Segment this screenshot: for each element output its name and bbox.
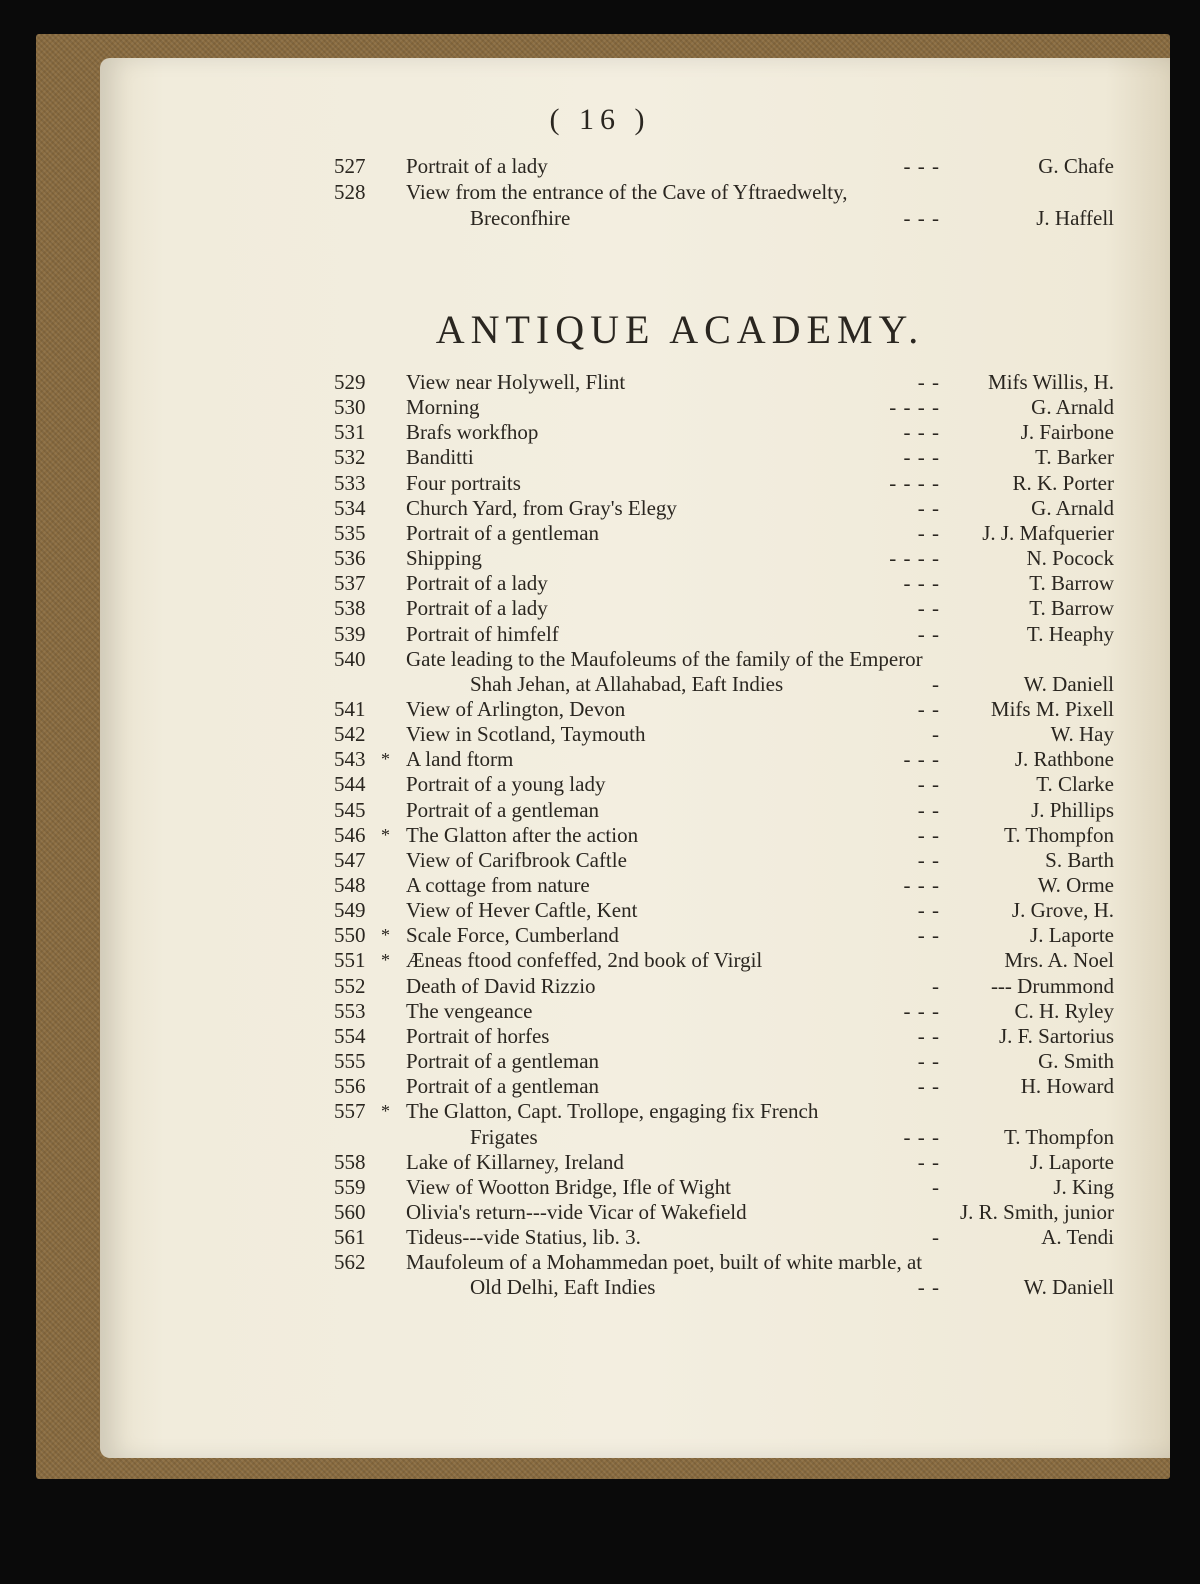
leader-dashes: - - - xyxy=(903,1124,940,1149)
entry-title: Breconfhire xyxy=(470,206,571,230)
entry-number: 553 xyxy=(334,998,366,1023)
leader-dashes: - xyxy=(932,1225,940,1250)
entry-title: Portrait of himfelf xyxy=(406,621,559,646)
leader-dashes: - - - xyxy=(903,571,940,596)
entry-number: 549 xyxy=(334,898,366,923)
entry-title: Four portraits xyxy=(406,470,521,495)
entry-title: Portrait of a gentleman xyxy=(406,520,600,545)
leader-dashes: - - - - xyxy=(889,470,940,495)
entry-artist: H. Howard xyxy=(1020,1074,1114,1099)
entry-artist: Mifs Willis, H. xyxy=(988,370,1114,394)
catalogue-entry xyxy=(0,206,1200,231)
entry-number: 536 xyxy=(334,546,366,571)
catalogue-entry xyxy=(0,772,1200,797)
entry-artist: R. K. Porter xyxy=(1012,470,1114,495)
catalogue-entry xyxy=(0,154,1200,179)
entry-number: 538 xyxy=(334,596,366,621)
catalogue-entry xyxy=(0,1125,1200,1150)
catalogue-entry xyxy=(0,546,1200,571)
entry-artist: J. F. Sartorius xyxy=(999,1023,1114,1048)
entry-title: A land ftorm xyxy=(406,747,514,772)
leader-dashes: - - xyxy=(917,520,940,545)
leader-dashes: - - xyxy=(917,847,940,872)
catalogue-entry xyxy=(0,1250,1200,1275)
entry-number: 540 xyxy=(334,646,366,671)
entry-title: Portrait of a gentleman xyxy=(406,797,600,822)
entry-artist: N. Pocock xyxy=(1026,546,1114,571)
catalogue-entry xyxy=(0,974,1200,999)
entry-title: Portrait of a lady xyxy=(406,571,548,596)
entry-number: 531 xyxy=(334,420,366,445)
catalogue-entry xyxy=(0,848,1200,873)
catalogue-entry xyxy=(0,948,1200,973)
entry-artist: T. Barker xyxy=(1035,445,1114,470)
leader-dashes: - - - xyxy=(903,206,940,230)
asterisk-marker: * xyxy=(381,925,390,946)
leader-dashes: - - xyxy=(917,898,940,923)
entry-artist: --- Drummond xyxy=(990,973,1114,998)
entry-title: Shipping xyxy=(406,546,482,571)
leader-dashes: - - - xyxy=(903,420,940,445)
entry-title: Death of David Rizzio xyxy=(406,973,596,998)
leader-dashes: - - xyxy=(917,621,940,646)
entry-title: Brafs workfhop xyxy=(406,420,539,445)
entry-title: Æneas ftood confeffed, 2nd book of Virgil xyxy=(406,948,763,973)
entry-title: Lake of Killarney, Ireland xyxy=(406,1149,624,1174)
entry-title: Maufoleum of a Mohammedan poet, built of white marble, at xyxy=(406,1250,923,1275)
page-number: ( 16 ) xyxy=(549,103,651,136)
catalogue-entry xyxy=(0,571,1200,596)
entry-artist: J. King xyxy=(1053,1174,1114,1199)
catalogue-entry xyxy=(0,672,1200,697)
leader-dashes: - - xyxy=(917,1275,940,1300)
entry-number: 550 xyxy=(334,923,366,948)
leader-dashes: - xyxy=(932,1174,940,1199)
leader-dashes: - xyxy=(932,722,940,747)
leader-dashes: - - xyxy=(917,1023,940,1048)
entry-title: Banditti xyxy=(406,445,474,470)
leader-dashes: - - - xyxy=(903,154,940,178)
catalogue-entry xyxy=(0,898,1200,923)
catalogue-entry xyxy=(0,873,1200,898)
catalogue-entry xyxy=(0,647,1200,672)
catalogue-entry xyxy=(0,496,1200,521)
catalogue-entry xyxy=(0,445,1200,470)
entry-artist: J. R. Smith, junior xyxy=(959,1199,1114,1224)
entry-number: 534 xyxy=(334,495,366,520)
entry-artist: J. Laporte xyxy=(1030,923,1114,948)
entry-number: 527 xyxy=(334,154,366,178)
leader-dashes: - - xyxy=(917,495,940,520)
leader-dashes: - - xyxy=(917,797,940,822)
entry-artist: T. Barrow xyxy=(1029,571,1114,596)
entry-number: 561 xyxy=(334,1225,366,1250)
entry-artist: W. Hay xyxy=(1050,722,1114,747)
leader-dashes: - - - xyxy=(903,998,940,1023)
entry-title: Old Delhi, Eaft Indies xyxy=(470,1275,656,1300)
entry-artist: T. Thompfon xyxy=(1003,1124,1114,1149)
entry-number: 548 xyxy=(334,873,366,897)
entry-number: 555 xyxy=(334,1049,366,1074)
entry-number: 558 xyxy=(334,1149,366,1174)
entry-number: 530 xyxy=(334,395,366,420)
entry-title: Morning xyxy=(406,395,480,420)
section-heading: ANTIQUE ACADEMY. xyxy=(435,307,925,352)
catalogue-entry xyxy=(0,697,1200,722)
entry-artist: W. Daniell xyxy=(1023,1275,1114,1300)
entry-number: 556 xyxy=(334,1074,366,1099)
entry-title: View of Wootton Bridge, Ifle of Wight xyxy=(406,1174,731,1199)
entry-artist: T. Barrow xyxy=(1029,596,1114,621)
catalogue-entry xyxy=(0,747,1200,772)
catalogue-entry xyxy=(0,1225,1200,1250)
entry-artist: J. J. Mafquerier xyxy=(982,520,1114,545)
entry-number: 545 xyxy=(334,797,366,822)
entry-number: 537 xyxy=(334,571,366,596)
entry-artist: G. Chafe xyxy=(1038,154,1114,178)
entry-artist: G. Arnald xyxy=(1031,495,1114,520)
entry-artist: G. Smith xyxy=(1038,1049,1114,1074)
leader-dashes: - - - xyxy=(903,747,940,772)
entry-title: Portrait of a gentleman xyxy=(406,1074,600,1099)
entry-artist: W. Daniell xyxy=(1023,671,1114,696)
asterisk-marker: * xyxy=(381,1101,390,1122)
entry-number: 557 xyxy=(334,1099,366,1124)
entry-title: Portrait of a lady xyxy=(406,596,548,621)
entry-title: View from the entrance of the Cave of Yftraedwelty, xyxy=(406,180,848,204)
leader-dashes: - - - xyxy=(903,445,940,470)
entry-title: Portrait of a gentleman xyxy=(406,1049,600,1074)
entry-title: Olivia's return---vide Vicar of Wakefield xyxy=(406,1199,747,1224)
entry-number: 529 xyxy=(334,370,366,394)
asterisk-marker: * xyxy=(381,749,390,770)
entry-title: The Glatton, Capt. Trollope, engaging fix French xyxy=(406,1099,819,1124)
entry-artist: T. Heaphy xyxy=(1026,621,1114,646)
entry-number: 552 xyxy=(334,973,366,998)
entry-artist: T. Thompfon xyxy=(1003,822,1114,847)
entry-title: View near Holywell, Flint xyxy=(406,370,626,394)
leader-dashes: - - - xyxy=(903,873,940,897)
catalogue-entry xyxy=(0,1074,1200,1099)
leader-dashes: - - xyxy=(917,822,940,847)
leader-dashes: - - xyxy=(917,370,940,394)
entry-number: 560 xyxy=(334,1199,366,1224)
entry-number: 543 xyxy=(334,747,366,772)
entry-title: Shah Jehan, at Allahabad, Eaft Indies xyxy=(470,671,784,696)
entry-title: The vengeance xyxy=(406,998,533,1023)
entry-title: View of Hever Caftle, Kent xyxy=(406,898,638,923)
entry-number: 533 xyxy=(334,470,366,495)
entry-title: Gate leading to the Maufoleums of the family of the Emperor xyxy=(406,646,923,671)
catalogue-entry xyxy=(0,798,1200,823)
catalogue-entry xyxy=(0,521,1200,546)
entry-number: 535 xyxy=(334,520,366,545)
catalogue-entry xyxy=(0,1099,1200,1124)
entry-artist: T. Clarke xyxy=(1036,772,1114,797)
entry-title: A cottage from nature xyxy=(406,873,590,897)
catalogue-entry xyxy=(0,1200,1200,1225)
entry-number: 562 xyxy=(334,1250,366,1275)
entry-title: Frigates xyxy=(470,1124,538,1149)
catalogue-entry xyxy=(0,395,1200,420)
entry-artist: Mrs. A. Noel xyxy=(1004,948,1114,973)
entry-artist: J. Fairbone xyxy=(1020,420,1114,445)
entry-artist: J. Grove, H. xyxy=(1011,898,1114,923)
entry-number: 546 xyxy=(334,822,366,847)
catalogue-entry xyxy=(0,1049,1200,1074)
entry-title: View of Carifbrook Caftle xyxy=(406,847,627,872)
entry-number: 554 xyxy=(334,1023,366,1048)
entry-number: 547 xyxy=(334,847,366,872)
catalogue-entry xyxy=(0,596,1200,621)
entry-number: 542 xyxy=(334,722,366,747)
catalogue-entry xyxy=(0,999,1200,1024)
leader-dashes: - - xyxy=(917,1149,940,1174)
catalogue-entry xyxy=(0,1024,1200,1049)
leader-dashes: - - xyxy=(917,1049,940,1074)
catalogue-entry xyxy=(0,923,1200,948)
asterisk-marker: * xyxy=(381,950,390,971)
entry-title: View of Arlington, Devon xyxy=(406,696,626,721)
leader-dashes: - - xyxy=(917,923,940,948)
leader-dashes: - xyxy=(932,671,940,696)
entry-number: 541 xyxy=(334,696,366,721)
catalogue-entry xyxy=(0,622,1200,647)
leader-dashes: - - - - xyxy=(889,546,940,571)
entry-number: 539 xyxy=(334,621,366,646)
leader-dashes: - - xyxy=(917,696,940,721)
catalogue-entry xyxy=(0,180,1200,205)
asterisk-marker: * xyxy=(381,824,390,845)
leader-dashes: - xyxy=(932,973,940,998)
entry-title: View in Scotland, Taymouth xyxy=(406,722,646,747)
entry-title: Tideus---vide Statius, lib. 3. xyxy=(406,1225,641,1250)
catalogue-entry xyxy=(0,722,1200,747)
entry-artist: Mifs M. Pixell xyxy=(990,696,1114,721)
entry-title: Scale Force, Cumberland xyxy=(406,923,619,948)
leader-dashes: - - xyxy=(917,772,940,797)
catalogue-entry xyxy=(0,1150,1200,1175)
entry-artist: A. Tendi xyxy=(1041,1225,1114,1250)
entry-title: The Glatton after the action xyxy=(406,822,639,847)
entry-artist: J. Laporte xyxy=(1030,1149,1114,1174)
entry-number: 528 xyxy=(334,180,366,204)
entry-title: Church Yard, from Gray's Elegy xyxy=(406,495,677,520)
leader-dashes: - - xyxy=(917,1074,940,1099)
catalogue-entry xyxy=(0,420,1200,445)
catalogue-entry xyxy=(0,1275,1200,1300)
entry-number: 551 xyxy=(334,948,366,973)
catalogue-entry xyxy=(0,1175,1200,1200)
entry-artist: S. Barth xyxy=(1045,847,1114,872)
leader-dashes: - - - - xyxy=(889,395,940,420)
catalogue-entry xyxy=(0,370,1200,395)
catalogue-entry xyxy=(0,471,1200,496)
entry-artist: C. H. Ryley xyxy=(1014,998,1114,1023)
entry-artist: W. Orme xyxy=(1037,873,1114,897)
entry-artist: J. Phillips xyxy=(1031,797,1114,822)
entry-artist: J. Haffell xyxy=(1036,206,1114,230)
entry-number: 559 xyxy=(334,1174,366,1199)
entry-title: Portrait of a young lady xyxy=(406,772,606,797)
entry-number: 544 xyxy=(334,772,366,797)
entry-artist: J. Rathbone xyxy=(1014,747,1114,772)
entry-title: Portrait of horfes xyxy=(406,1023,550,1048)
leader-dashes: - - xyxy=(917,596,940,621)
entry-title: Portrait of a lady xyxy=(406,154,548,178)
entry-number: 532 xyxy=(334,445,366,470)
catalogue-entry xyxy=(0,823,1200,848)
entry-artist: G. Arnald xyxy=(1031,395,1114,420)
